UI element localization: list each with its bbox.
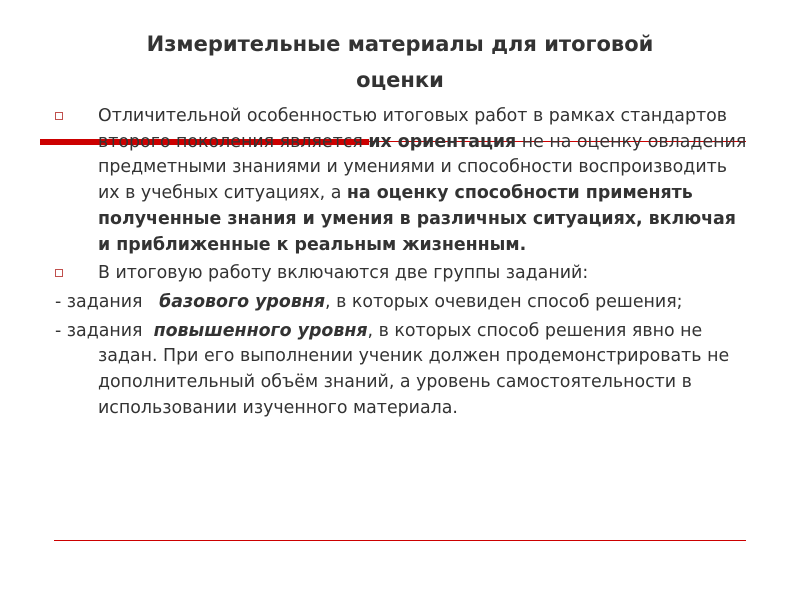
- dash-2-rest: , в которых способ решения явно не задан. При его выполнении ученик должен продемонстрировать не дополнительный объём знаний, а уровень самостоятельности в использовании изученного материала.: [98, 320, 730, 418]
- slide-body: [0, 104, 800, 421]
- dash-1-lead: - задания: [55, 291, 149, 312]
- slide-title: [40, 26, 760, 98]
- bullet-1-text-2: не на оценку овладения предметными знаниями и умениями и способности воспроизводить их в учебных ситуациях, а: [98, 131, 747, 204]
- bullet-2-text: В итоговую работу включаются две группы заданий:: [98, 263, 589, 284]
- bottom-rule: [54, 540, 746, 541]
- dash-2-emphasis: повышенного уровня: [153, 320, 368, 341]
- square-bullet-icon: [55, 269, 63, 277]
- bullet-1-text-1: Отличительной особенностью итоговых работ в рамках стандартов второго поколения является: [98, 106, 728, 152]
- dash-1-rest: , в которых очевиден способ решения;: [325, 291, 683, 312]
- slide-title-line-1: Измерительные материалы для итоговой: [146, 32, 654, 56]
- bullet-paragraph-1: [0, 104, 753, 258]
- bullet-1-bold-2: на оценку способности применять полученные знания и умения в различных ситуациях, включая и приближенные к реальным жизненным.: [98, 183, 736, 255]
- dash-1-emphasis: базового уровня: [159, 291, 326, 312]
- dash-paragraph-1: [0, 290, 753, 316]
- square-bullet-icon: [55, 112, 63, 120]
- slide-title-line-2: оценки: [356, 68, 444, 92]
- dash-paragraph-2: [0, 319, 753, 422]
- bullet-1-bold-1: их ориентация: [368, 131, 517, 152]
- bullet-paragraph-2: [0, 261, 753, 287]
- dash-2-lead: - задания: [55, 320, 149, 341]
